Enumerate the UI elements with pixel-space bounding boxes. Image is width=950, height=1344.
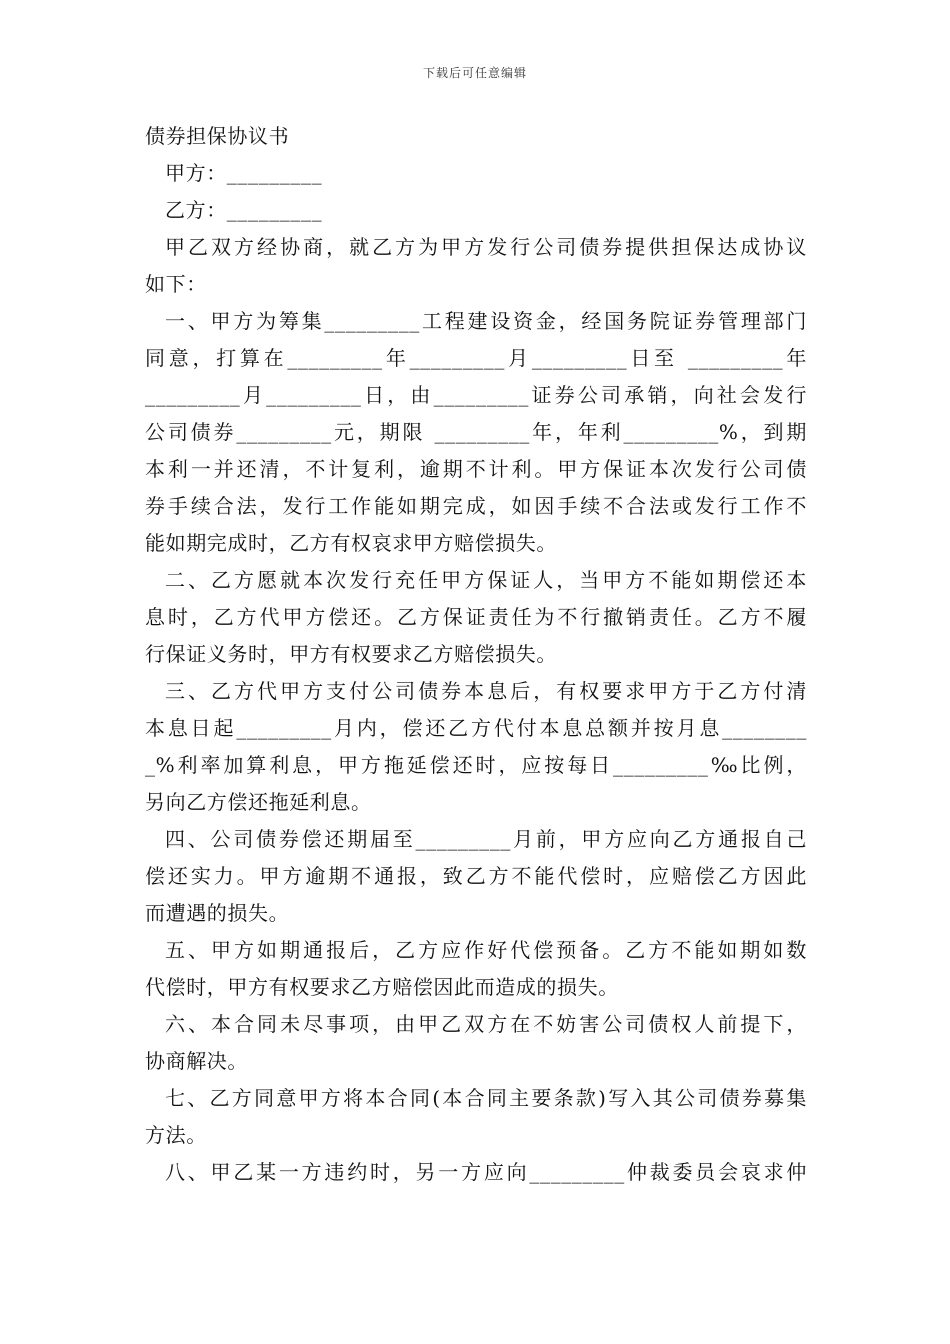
document-body bbox=[145, 118, 807, 1191]
document-line: 代偿时，甲方有权要求乙方赔偿因此而造成的损失。 bbox=[145, 975, 619, 999]
page-header: 下载后可任意编辑 bbox=[422, 66, 527, 80]
document-line: 公司债券_________元，期限 _________年，年利_________%，到期 bbox=[145, 420, 807, 444]
document-line: 六、本合同未尽事项，由甲乙双方在不妨害公司债权人前提下， bbox=[165, 1012, 807, 1036]
document-line: 偿还实力。甲方逾期不通报，致乙方不能代偿时，应赔偿乙方因此 bbox=[145, 864, 807, 888]
document-line: 八、甲乙某一方违约时，另一方应向_________仲裁委员会哀求仲 bbox=[165, 1160, 807, 1184]
document-line: 息时，乙方代甲方偿还。乙方保证责任为不行撤销责任。乙方不履 bbox=[145, 605, 807, 629]
document-line: 七、乙方同意甲方将本合同(本合同主要条款)写入其公司债券募集 bbox=[165, 1086, 807, 1110]
document-line: _________月_________日，由_________证券公司承销，向社会发行 bbox=[145, 383, 807, 407]
document-line: 另向乙方偿还拖延利息。 bbox=[145, 790, 372, 814]
document-line: 行保证义务时，甲方有权要求乙方赔偿损失。 bbox=[145, 642, 557, 666]
document-line: 甲方：_________ bbox=[165, 161, 323, 185]
document-line: 协商解决。 bbox=[145, 1049, 248, 1073]
document-line: 本利一并还清，不计复利，逾期不计利。甲方保证本次发行公司债 bbox=[145, 457, 807, 481]
document-line: 二、乙方愿就本次发行充任甲方保证人，当甲方不能如期偿还本 bbox=[165, 568, 807, 592]
document-line: _%利率加算利息，甲方拖延偿还时，应按每日_________‰比例， bbox=[145, 753, 807, 777]
document-line: 能如期完成时，乙方有权哀求甲方赔偿损失。 bbox=[145, 531, 557, 555]
document-line: 券手续合法，发行工作能如期完成，如因手续不合法或发行工作不 bbox=[145, 494, 807, 518]
document-line: 而遭遇的损失。 bbox=[145, 901, 290, 925]
document-line: 如下： bbox=[145, 272, 207, 296]
document-line: 一、甲方为筹集_________工程建设资金，经国务院证券管理部门 bbox=[165, 309, 807, 333]
document-line: 乙方：_________ bbox=[165, 198, 323, 222]
document-line: 本息日起_________月内，偿还乙方代付本息总额并按月息________ bbox=[145, 716, 807, 740]
document-line: 方法。 bbox=[145, 1123, 207, 1147]
document-title: 债券担保协议书 bbox=[145, 124, 290, 148]
document-line: 同意，打算在_________年_________月_________日至 _________年 bbox=[145, 346, 807, 370]
document-line: 三、乙方代甲方支付公司债券本息后，有权要求甲方于乙方付清 bbox=[165, 679, 807, 703]
document-line: 四、公司债券偿还期届至_________月前，甲方应向乙方通报自己 bbox=[165, 827, 807, 851]
document-line: 甲乙双方经协商，就乙方为甲方发行公司债券提供担保达成协议 bbox=[165, 235, 807, 259]
document-line: 五、甲方如期通报后，乙方应作好代偿预备。乙方不能如期如数 bbox=[165, 938, 807, 962]
